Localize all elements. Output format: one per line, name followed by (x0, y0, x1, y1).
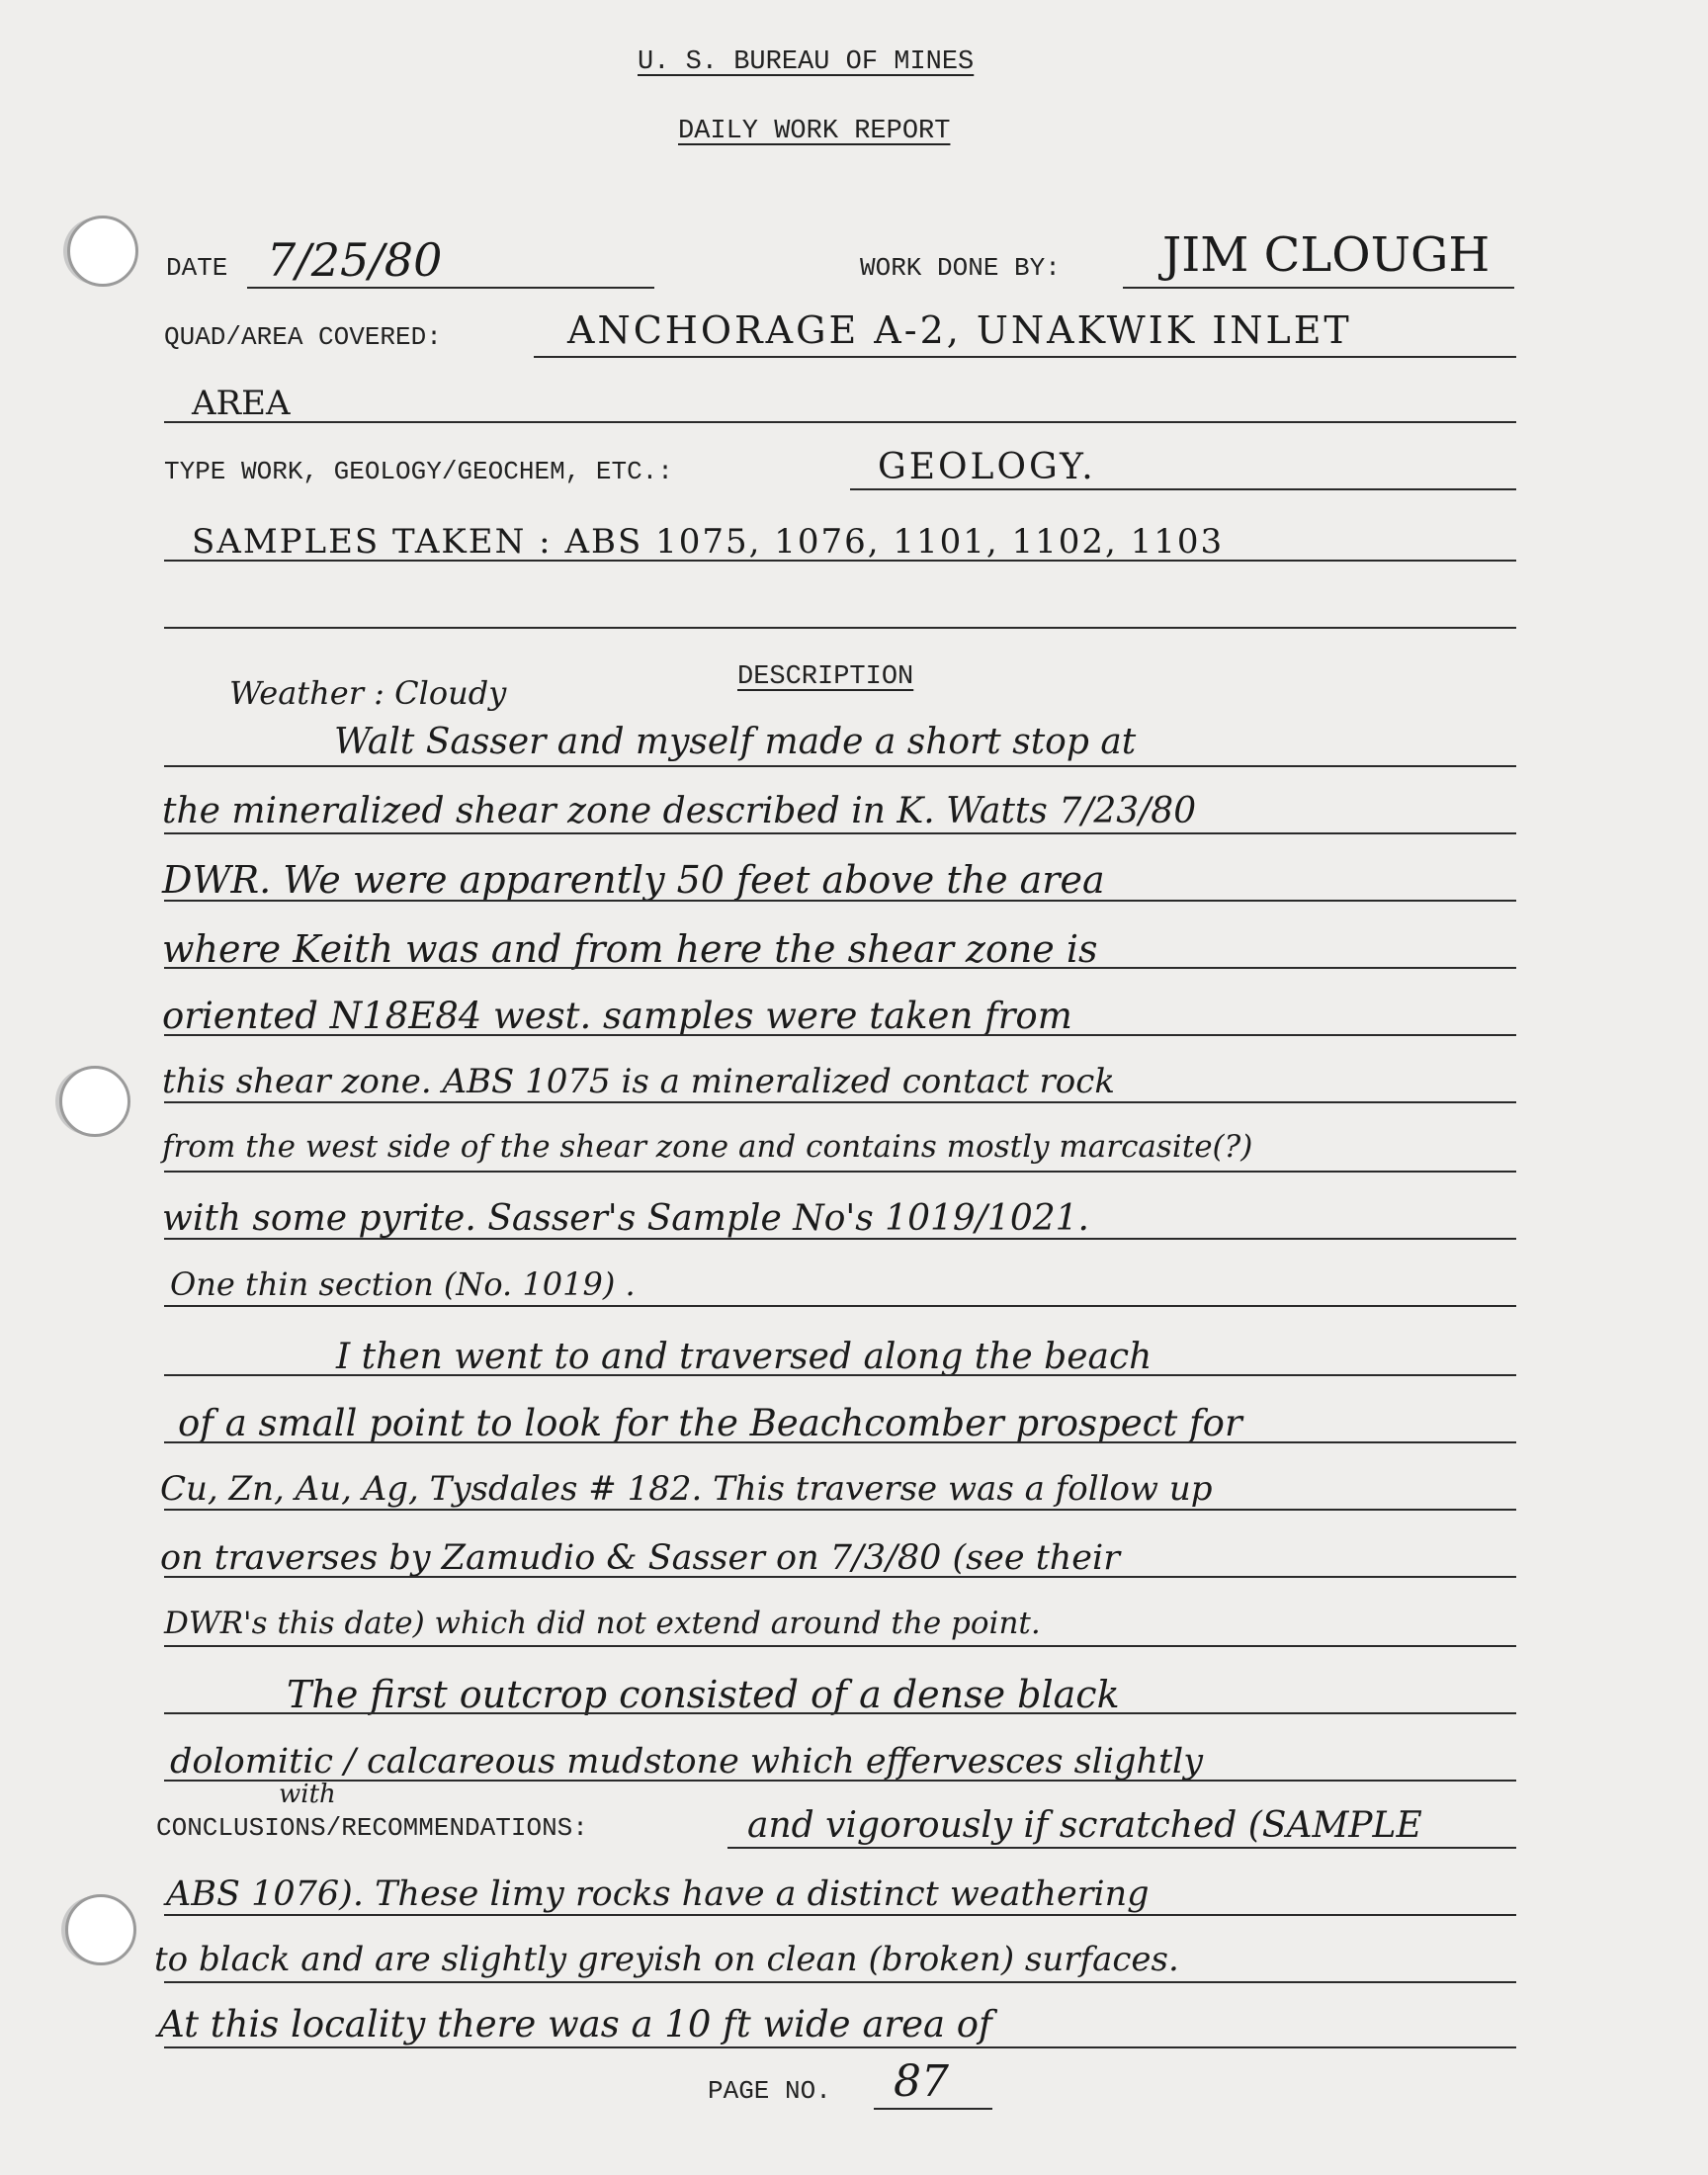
binder-hole-bottom (65, 1894, 136, 1965)
description-line: on traverses by Zamudio & Sasser on 7/3/80 (see their (160, 1538, 1120, 1578)
type-work-rule (850, 488, 1516, 490)
page-number-label: PAGE NO. (708, 2076, 831, 2106)
quad-rule-1 (534, 356, 1516, 358)
description-line: The first outcrop consisted of a dense black (287, 1673, 1120, 1716)
quad-value-line1: ANCHORAGE A-2, UNAKWIK INLET (567, 308, 1352, 352)
description-line: Cu, Zn, Au, Ag, Tysdales # 182. This traverse was a follow up (160, 1469, 1213, 1509)
description-line: this shear zone. ABS 1075 is a mineralized contact rock (162, 1062, 1115, 1101)
samples-taken-line: SAMPLES TAKEN : ABS 1075, 1076, 1101, 1102, 1103 (192, 522, 1225, 562)
samples-rule-2 (164, 627, 1516, 629)
description-line: DWR's this date) which did not extend around the point. (164, 1606, 1041, 1641)
description-line: DWR. We were apparently 50 feet above the area (162, 858, 1105, 902)
line-rule (164, 1101, 1516, 1103)
conclusions-line: and vigorously if scratched (SAMPLE (747, 1805, 1422, 1846)
work-done-by-rule (1123, 287, 1514, 289)
interline-note: with (279, 1780, 336, 1809)
quad-label: QUAD/AREA COVERED: (164, 322, 442, 352)
work-done-by-value: JIM CLOUGH (1162, 227, 1491, 283)
line-rule (164, 1645, 1516, 1647)
conclusions-rule-4 (164, 2046, 1516, 2048)
weather-note: Weather : Cloudy (229, 674, 507, 712)
conclusions-label: CONCLUSIONS/RECOMMENDATIONS: (156, 1813, 588, 1843)
conclusions-line: ABS 1076). These limy rocks have a distinct weathering (166, 1874, 1150, 1914)
description-line: the mineralized shear zone described in K. Watts 7/23/80 (162, 791, 1197, 831)
quad-value-line2: AREA (192, 384, 291, 423)
line-rule (164, 967, 1516, 969)
description-line: I then went to and traversed along the beach (336, 1337, 1153, 1377)
quad-rule-2 (164, 421, 1516, 423)
line-rule (164, 1576, 1516, 1578)
line-rule (164, 1034, 1516, 1036)
line-rule (164, 1509, 1516, 1511)
description-line: from the west side of the shear zone and contains mostly marcasite(?) (162, 1129, 1253, 1165)
description-heading: DESCRIPTION (737, 662, 914, 692)
date-label: DATE (166, 253, 228, 283)
conclusions-rule-2 (164, 1914, 1516, 1916)
line-rule (164, 832, 1516, 834)
description-line: dolomitic / calcareous mudstone which effervesces slightly (170, 1742, 1204, 1782)
binder-hole-middle (59, 1066, 130, 1137)
binder-hole-top (67, 216, 138, 287)
description-line: of a small point to look for the Beachcomber prospect for (178, 1402, 1242, 1444)
conclusions-rule-3 (164, 1981, 1516, 1983)
date-rule (247, 287, 654, 289)
description-line: oriented N18E84 west. samples were taken from (162, 995, 1072, 1037)
description-line: where Keith was and from here the shear zone is (162, 927, 1098, 971)
line-rule (164, 1780, 1516, 1782)
page-number-value: 87 (894, 2056, 949, 2107)
description-line: Walt Sasser and myself made a short stop at (334, 722, 1137, 762)
line-rule (164, 765, 1516, 767)
type-work-value: GEOLOGY. (878, 447, 1096, 487)
page-number-rule (874, 2108, 992, 2110)
line-rule (164, 1171, 1516, 1173)
description-line: with some pyrite. Sasser's Sample No's 1019/1021. (162, 1198, 1089, 1239)
line-rule (164, 1712, 1516, 1714)
agency-title: U. S. BUREAU OF MINES (638, 47, 975, 77)
line-rule (164, 1441, 1516, 1443)
form-title: DAILY WORK REPORT (678, 117, 951, 146)
conclusions-rule-1 (727, 1847, 1516, 1849)
samples-rule-1 (164, 560, 1516, 562)
work-done-by-label: WORK DONE BY: (860, 253, 1061, 283)
conclusions-line: to black and are slightly greyish on clean (broken) surfaces. (154, 1940, 1179, 1979)
line-rule (164, 1305, 1516, 1307)
description-line: One thin section (No. 1019) . (170, 1265, 636, 1303)
line-rule (164, 1238, 1516, 1240)
conclusions-line: At this locality there was a 10 ft wide area of (158, 2003, 992, 2045)
date-value: 7/25/80 (267, 233, 443, 287)
line-rule (164, 1374, 1516, 1376)
type-work-label: TYPE WORK, GEOLOGY/GEOCHEM, ETC.: (164, 457, 673, 486)
line-rule (164, 900, 1516, 902)
